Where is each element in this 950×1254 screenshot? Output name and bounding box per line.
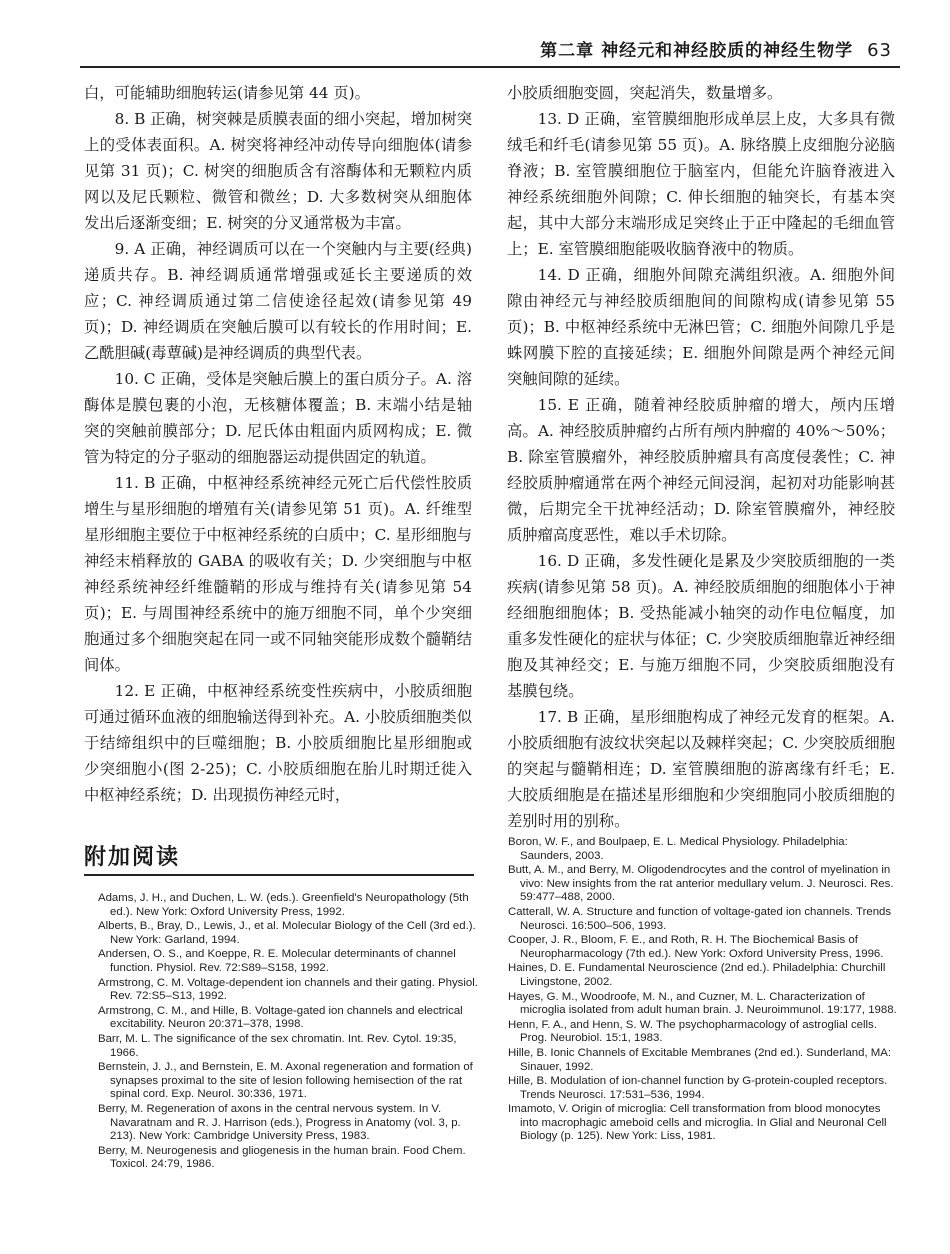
- reference-entry: Armstrong, C. M. Voltage-dependent ion channels and their gating. Physiol. Rev. 72:S5–S13, 1992.: [98, 976, 478, 1003]
- answer-paragraph: 10. C 正确，受体是突触后膜上的蛋白质分子。A. 溶酶体是膜包裹的小泡，无核糖体覆盖；B. 末端小结是轴突的突触前膜部分；D. 尼氏体由粗面内质网构成；E. 微管为特定的分子驱动的细胞器运动提供固定的轨道。: [84, 370, 472, 466]
- running-head: [540, 36, 892, 61]
- further-reading-heading: 附加阅读: [84, 845, 181, 870]
- reference-entry: Butt, A. M., and Berry, M. Oligodendrocytes and the control of myelination in vivo: New insights from the rat anterior medullary velum. J. Neurosci. Res. 59:477–488, 2000.: [508, 864, 894, 904]
- answer-paragraph: 11. B 正确，中枢神经系统神经元死亡后代偿性胶质增生与星形细胞的增殖有关(请参见第 51 页)。A. 纤维型星形细胞主要位于中枢神经系统的白质中；C. 星形细胞与神经末梢释放的 GABA 的吸收有关；D. 少突细胞与中枢神经系统神经纤维髓鞘的形成与维持有关(请参见第 54 页)；E. 与周围神经系统中的施万细胞不同，单个少突细胞通过多个细胞突起在同一或不同轴突能形成数个髓鞘结间体。: [84, 474, 473, 674]
- reference-list-left: [98, 892, 488, 1173]
- reference-entry: Imamoto, V. Origin of microglia: Cell transformation from blood monocytes into macrophagic ameboid cells and microglia. In Glial and Neuronal Cell Biology (p. 125). New York: Liss, 1981.: [508, 1103, 887, 1143]
- reference-entry: Haines, D. E. Fundamental Neuroscience (2nd ed.). Philadelphia: Churchill Livingstone, 2002.: [508, 962, 886, 988]
- right-text-column: [507, 80, 895, 834]
- reference-entry: Hille, B. Modulation of ion-channel function by G-protein-coupled receptors. Trends Neurosci. 17:531–536, 1994.: [508, 1075, 888, 1101]
- reference-entry: Berry, M. Neurogenesis and gliogenesis in the human brain. Food Chem. Toxicol. 24:79, 1986.: [98, 1144, 466, 1171]
- reference-entry: Catterall, W. A. Structure and function of voltage-gated ion channels. Trends Neurosci. 16:500–506, 1993.: [508, 905, 892, 932]
- reference-entry: Bernstein, J. J., and Bernstein, E. M. Axonal regeneration and formation of synapses proximal to the site of lesion following hemisection of the rat spinal cord. Exp. Neurol. 30:336, 1971.: [98, 1061, 473, 1101]
- reference-entry: Boron, W. F., and Boulpaep, E. L. Medical Physiology. Philadelphia: Saunders, 2003.: [508, 836, 848, 862]
- left-text-column: [84, 80, 472, 808]
- reference-list-right: [508, 836, 898, 1145]
- answer-paragraph: 15. E 正确，随着神经胶质肿瘤的增大，颅内压增高。A. 神经胶质肿瘤约占所有颅内肿瘤的 40%～50%；B. 除室管膜瘤外，神经胶质肿瘤具有高度侵袭性；C. 神经胶质肿瘤通常在两个神经元间浸润，起初对功能影响甚微，后期完全干扰神经活动；D. 除室管膜瘤外，神经胶质肿瘤高度恶性，难以手术切除。: [507, 396, 895, 544]
- answer-paragraph: 16. D 正确，多发性硬化是累及少突胶质细胞的一类疾病(请参见第 58 页)。A. 神经胶质细胞的细胞体小于神经细胞细胞体；B. 受热能减小轴突的动作电位幅度，加重多发性硬化的症状与体征；C. 少突胶质细胞靠近神经细胞及其神经交；E. 与施万细胞不同，少突胶质细胞没有基膜包绕。: [507, 552, 896, 700]
- chapter-title: 第二章 神经元和神经胶质的神经生物学: [540, 41, 854, 61]
- reference-entry: Henn, F. A., and Henn, S. W. The psychopharmacology of astroglial cells. Prog. Neurobiol. 15:1, 1983.: [508, 1018, 877, 1045]
- answer-paragraph: 9. A 正确，神经调质可以在一个突触内与主要(经典)递质共存。B. 神经调质通常增强或延长主要递质的效应；C. 神经调质通过第二信使途径起效(请参见第 49 页)；D. 神经调质在突触后膜可以有较长的作用时间；E. 乙酰胆碱(毒蕈碱)是神经调质的典型代表。: [84, 240, 472, 362]
- page-header: [0, 0, 950, 64]
- reference-entry: Cooper, J. R., Bloom, F. E., and Roth, R. H. The Biochemical Basis of Neuropharmacology (7th ed.). New York: Oxford University Press, 1996.: [508, 934, 884, 960]
- reference-entry: Armstrong, C. M., and Hille, B. Voltage-gated ion channels and electrical excitability. Neuron 20:371–378, 1998.: [98, 1004, 463, 1031]
- answer-paragraph: 小胶质细胞变圆，突起消失，数量增多。: [507, 84, 783, 102]
- reference-entry: Adams, J. H., and Duchen, L. W. (eds.). Greenfield's Neuropathology (5th ed.). New York: Oxford University Press, 1992.: [98, 892, 469, 918]
- reference-entry: Berry, M. Regeneration of axons in the central nervous system. In V. Navaratnam and R. J. Harrison (eds.), Progress in Anatomy (vol. 3, p. 213). New York: Cambridge University Press, 1983.: [98, 1102, 461, 1143]
- answer-paragraph: 13. D 正确，室管膜细胞形成单层上皮，大多具有微绒毛和纤毛(请参见第 55 页)。A. 脉络膜上皮细胞分泌脑脊液；B. 室管膜细胞位于脑室内，但能允许脑脊液进入神经系统细胞外间隙；C. 伸长细胞的轴突长，有基本突起，其中大部分末端形成足突终止于正中隆起的毛细血管上；E. 室管膜细胞能吸收脑脊液中的物质。: [507, 110, 895, 258]
- reference-entry: Alberts, B., Bray, D., Lewis, J., et al. Molecular Biology of the Cell (3rd ed.). New York: Garland, 1994.: [98, 920, 476, 946]
- answer-paragraph: 12. E 正确，中枢神经系统变性疾病中，小胶质细胞可通过循环血液的细胞输送得到补充。A. 小胶质细胞类似于结缔组织中的巨噬细胞；B. 小胶质细胞比星形细胞或少突细胞小(图 2-25)；C. 小胶质细胞在胎儿时期迁徙入中枢神经系统；D. 出现损伤神经元时，: [84, 682, 472, 804]
- answer-paragraph: 14. D 正确，细胞外间隙充满组织液。A. 细胞外间隙由神经元与神经胶质细胞间的间隙构成(请参见第 55 页)；B. 中枢神经系统中无淋巴管；C. 细胞外间隙几乎是蛛网膜下腔的直接延续；E. 细胞外间隙是两个神经元间突触间隙的延续。: [507, 266, 895, 388]
- reference-entry: Andersen, O. S., and Koeppe, R. E. Molecular determinants of channel function. Physiol. Rev. 72:S89–S158, 1992.: [98, 948, 456, 974]
- heading-rule: [84, 874, 474, 876]
- answer-paragraph: 17. B 正确，星形细胞构成了神经元发育的框架。A. 小胶质细胞有波纹状突起以及棘样突起；C. 少突胶质细胞的突起与髓鞘相连；D. 室管膜细胞的游离缘有纤毛；E. 大胶质细胞是在描述星形细胞和少突细胞同小胶质细胞的差别时用的别称。: [507, 708, 896, 830]
- answer-paragraph: 白，可能辅助细胞转运(请参见第 44 页)。: [84, 84, 370, 102]
- reference-entry: Hayes, G. M., Woodroofe, M. N., and Cuzner, M. L. Characterization of microglia isolated from adult human brain. J. Neuroimmunol. 19:177, 1988.: [508, 990, 897, 1017]
- reference-entry: Hille, B. Ionic Channels of Excitable Membranes (2nd ed.). Sunderland, MA: Sinauer, 1992.: [508, 1046, 892, 1073]
- page-number: 63: [867, 40, 892, 61]
- answer-paragraph: 8. B 正确，树突棘是质膜表面的细小突起，增加树突上的受体表面积。A. 树突将神经冲动传导向细胞体(请参见第 31 页)；C. 树突的细胞质含有溶酶体和无颗粒内质网以及尼氏颗粒、微管和微丝；D. 大多数树突从细胞体发出后逐渐变细；E. 树突的分叉通常极为丰富。: [84, 110, 472, 232]
- header-rule: [80, 66, 900, 68]
- reference-entry: Barr, M. L. The significance of the sex chromatin. Int. Rev. Cytol. 19:35, 1966.: [98, 1032, 457, 1059]
